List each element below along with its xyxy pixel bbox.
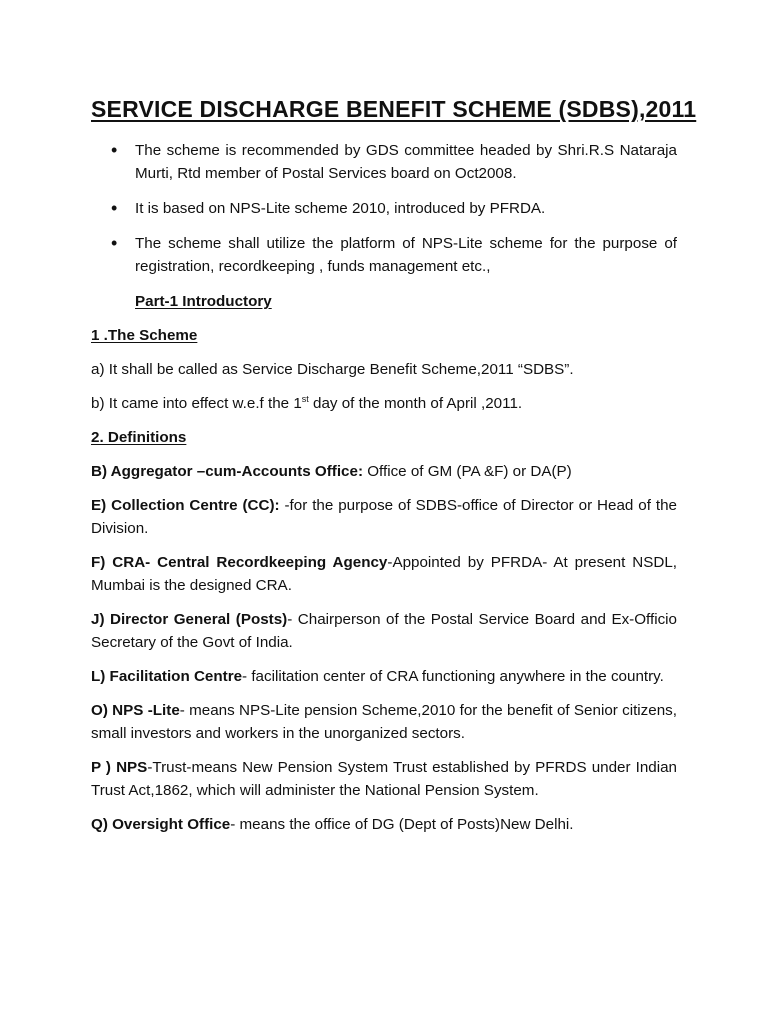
definition-item [91,460,677,483]
definition-text: -Appointed by PFRDA- At present NSDL, Mumbai is the designed CRA. [91,554,678,594]
section1-heading-row [91,324,677,347]
document-title: SERVICE DISCHARGE BENEFIT SCHEME (SDBS),2011 [91,96,697,122]
definition-term: O) NPS -Lite [91,702,180,719]
definition-item [91,813,677,836]
section2-heading-row [91,426,677,449]
clause-b-text-end: day of the month of April ,2011. [308,395,523,412]
clause-b-superscript: st [301,393,309,404]
definition-term: P ) NPS [91,759,148,776]
definition-item [91,494,677,540]
definition-item [91,665,677,688]
definition-text: - means NPS-Lite pension Scheme,2010 for the benefit of Senior citizens, small investors and workers in the unorganized sectors. [91,702,677,742]
clause-b-text: b) It came into effect w.e.f the 1 [91,395,302,412]
definition-term: B) Aggregator –cum-Accounts Office: [91,463,363,480]
definition-item [91,699,677,745]
definition-term: L) Facilitation Centre [91,668,243,685]
bullet-item: • The scheme is recommended by GDS committee headed by Shri.R.S Nataraja Murti, Rtd member of Postal Services board on Oct2008. [135,139,677,185]
section2-heading: 2. Definitions [91,429,187,446]
part1-heading-row [91,290,677,313]
part1-heading: Part-1 Introductory [135,293,272,310]
definition-text: -for the purpose of SDBS-office of Director or Head of the Division. [91,497,677,537]
definition-item [91,551,677,597]
definition-item [91,608,677,654]
definition-text: - Chairperson of the Postal Service Board and Ex-Officio Secretary of the Govt of India. [91,611,677,651]
section1-heading: 1 .The Scheme [91,327,198,344]
bullet-item: • It is based on NPS-Lite scheme 2010, introduced by PFRDA. [135,197,677,220]
definition-item [91,756,677,802]
section1-clause-b [91,392,677,415]
definition-text: - means the office of DG (Dept of Posts)New Delhi. [230,816,574,833]
definition-text: Office of GM (PA &F) or DA(P) [363,463,572,480]
section1-clause-a: a) It shall be called as Service Discharge Benefit Scheme,2011 “SDBS”. [91,361,574,378]
definition-term: Q) Oversight Office [91,816,231,833]
definition-text: -Trust-means New Pension System Trust established by PFRDS under Indian Trust Act,1862, which will administer the National Pension System. [91,759,677,799]
intro-bullet-list [91,139,677,278]
definition-term: F) CRA- Central Recordkeeping Agency [91,554,388,571]
definition-term: E) Collection Centre (CC): [91,497,280,514]
definition-term: J) Director General (Posts) [91,611,288,628]
definition-text: - facilitation center of CRA functioning anywhere in the country. [242,668,664,685]
bullet-item: • The scheme shall utilize the platform of NPS-Lite scheme for the purpose of registration, recordkeeping , funds management etc., [135,232,677,278]
